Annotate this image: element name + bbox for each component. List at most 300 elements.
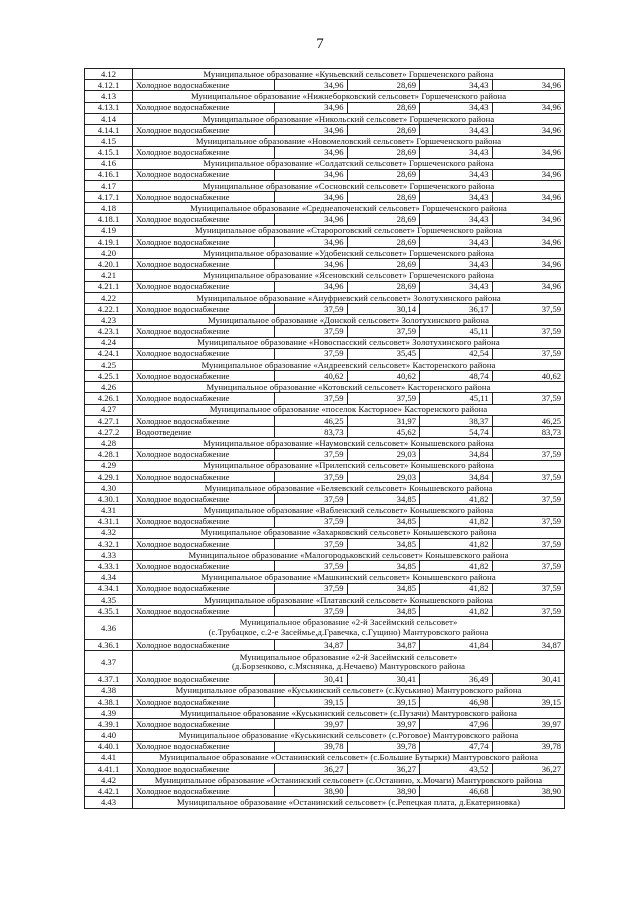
municipality-name: Муниципальное образование «Вабленский сельсовет» Конышевского района — [133, 505, 565, 516]
tariff-value: 37,59 — [275, 449, 348, 460]
tariff-row — [85, 427, 565, 438]
municipality-row — [85, 315, 565, 326]
row-number: 4.27.1 — [85, 415, 133, 426]
service-name: Водоотведение — [133, 427, 275, 438]
municipality-row — [85, 359, 565, 370]
municipality-name: Муниципальное образование «Андреевский сельсовет» Касторенского района — [133, 359, 565, 370]
tariff-value: 35,45 — [347, 348, 420, 359]
tariff-value: 34,43 — [420, 169, 493, 180]
municipality-name: Муниципальное образование «Удобенский сельсовет» Горшеченского района — [133, 248, 565, 259]
tariff-value: 34,96 — [492, 214, 565, 225]
row-number: 4.12 — [85, 69, 133, 80]
tariff-value: 28,69 — [347, 259, 420, 270]
tariff-row — [85, 561, 565, 572]
tariff-value: 29,03 — [347, 471, 420, 482]
service-name: Холодное водоснабжение — [133, 583, 275, 594]
tariff-value: 40,62 — [492, 371, 565, 382]
service-name: Холодное водоснабжение — [133, 449, 275, 460]
municipality-name-line1: Муниципальное образование «2-й Засеймский сельсовет» — [239, 651, 458, 662]
tariff-row — [85, 741, 565, 752]
tariff-row — [85, 471, 565, 482]
service-name: Холодное водоснабжение — [133, 471, 275, 482]
row-number: 4.36.1 — [85, 640, 133, 651]
service-name: Холодное водоснабжение — [133, 236, 275, 247]
service-name: Холодное водоснабжение — [133, 393, 275, 404]
tariff-value: 38,90 — [492, 786, 565, 797]
row-number: 4.30 — [85, 482, 133, 493]
service-name: Холодное водоснабжение — [133, 192, 275, 203]
tariff-row — [85, 786, 565, 797]
tariff-value: 47,74 — [420, 741, 493, 752]
tariff-value: 36,27 — [347, 763, 420, 774]
municipality-name: Муниципальное образование «Наумовский сельсовет» Конышевского района — [133, 438, 565, 449]
tariff-value: 34,84 — [420, 471, 493, 482]
municipality-name-line1: Муниципальное образование «2-й Засеймский сельсовет» — [239, 617, 458, 628]
municipality-row — [85, 270, 565, 281]
municipality-row — [85, 482, 565, 493]
tariff-value: 37,59 — [275, 348, 348, 359]
tariff-row — [85, 192, 565, 203]
municipality-row — [85, 707, 565, 718]
municipality-name — [133, 617, 565, 640]
tariff-value: 41,82 — [420, 583, 493, 594]
row-number: 4.41 — [85, 752, 133, 763]
tariff-value: 41,82 — [420, 606, 493, 617]
tariff-row — [85, 326, 565, 337]
service-name: Холодное водоснабжение — [133, 674, 275, 685]
tariff-value: 37,59 — [492, 449, 565, 460]
row-number: 4.15.1 — [85, 147, 133, 158]
tariff-row — [85, 80, 565, 91]
tariff-value: 37,59 — [347, 393, 420, 404]
tariff-value: 34,85 — [347, 583, 420, 594]
row-number: 4.33.1 — [85, 561, 133, 572]
municipality-row — [85, 158, 565, 169]
row-number: 4.32.1 — [85, 538, 133, 549]
tariff-value: 34,43 — [420, 80, 493, 91]
municipality-name: Муниципальное образование «Ануфриевский сельсовет» Золотухинского района — [133, 292, 565, 303]
municipality-name: Муниципальное образование «Новомеловский сельсовет» Горшеченского района — [133, 136, 565, 147]
municipality-row — [85, 797, 565, 808]
municipality-row — [85, 180, 565, 191]
row-number: 4.24 — [85, 337, 133, 348]
tariff-value: 41,82 — [420, 494, 493, 505]
tariff-value: 37,59 — [275, 393, 348, 404]
tariff-value: 34,96 — [275, 124, 348, 135]
tariff-row — [85, 640, 565, 651]
municipality-name: Муниципальное образование «Машкинский сельсовет» Конышевского района — [133, 572, 565, 583]
row-number: 4.28 — [85, 438, 133, 449]
municipality-name: Муниципальное образование «Ясеновский сельсовет» Горшеченского района — [133, 270, 565, 281]
tariff-value: 46,68 — [420, 786, 493, 797]
tariff-value: 40,62 — [347, 371, 420, 382]
tariff-value: 37,59 — [492, 303, 565, 314]
tariff-value: 38,37 — [420, 415, 493, 426]
service-name: Холодное водоснабжение — [133, 102, 275, 113]
row-number: 4.39.1 — [85, 719, 133, 730]
tariff-row — [85, 259, 565, 270]
municipality-name: Муниципальное образование «Беляевский сельсовет» Конышевского района — [133, 482, 565, 493]
tariff-value: 37,59 — [275, 303, 348, 314]
row-number: 4.35 — [85, 594, 133, 605]
municipality-name: Муниципальное образование «Нижнеборковский сельсовет» Горшеченского района — [133, 91, 565, 102]
municipality-row — [85, 69, 565, 80]
page-number: 7 — [316, 36, 324, 52]
tariff-value: 39,78 — [347, 741, 420, 752]
tariff-value: 34,96 — [492, 169, 565, 180]
row-number: 4.31 — [85, 505, 133, 516]
tariff-value: 39,97 — [492, 719, 565, 730]
municipality-name-line2: (с.Трубацкое, с.2-е Засеймье,д.Гравечка, с.Гущино) Мантуровского района — [208, 627, 489, 638]
municipality-row — [85, 91, 565, 102]
municipality-row — [85, 752, 565, 763]
tariff-value: 37,59 — [347, 326, 420, 337]
tariff-value: 37,59 — [275, 583, 348, 594]
tariff-value: 34,87 — [347, 640, 420, 651]
tariff-value: 37,59 — [275, 471, 348, 482]
tariff-row — [85, 415, 565, 426]
tariff-value: 83,73 — [492, 427, 565, 438]
municipality-name: Муниципальное образование «Куньевский сельсовет» Горшеченского района — [133, 69, 565, 80]
tariff-value: 34,87 — [492, 640, 565, 651]
municipality-row — [85, 550, 565, 561]
tariff-value: 37,59 — [492, 516, 565, 527]
tariff-value: 34,96 — [275, 80, 348, 91]
tariff-value: 34,43 — [420, 214, 493, 225]
row-number: 4.22 — [85, 292, 133, 303]
row-number: 4.31.1 — [85, 516, 133, 527]
tariff-row — [85, 696, 565, 707]
municipality-name-line2: (д.Борзенково, с.Мяснянка, д.Нечаево) Мантуровского района — [231, 661, 466, 672]
tariff-value: 37,59 — [275, 561, 348, 572]
row-number: 4.32 — [85, 527, 133, 538]
tariff-value: 28,69 — [347, 236, 420, 247]
row-number: 4.26.1 — [85, 393, 133, 404]
tariff-value: 83,73 — [275, 427, 348, 438]
row-number: 4.23 — [85, 315, 133, 326]
tariff-value: 40,62 — [275, 371, 348, 382]
municipality-row — [85, 136, 565, 147]
row-number: 4.26 — [85, 382, 133, 393]
tariff-value: 28,69 — [347, 192, 420, 203]
tariff-value: 30,14 — [347, 303, 420, 314]
municipality-name: Муниципальное образование «Останинский сельсовет» (с.Останино, х.Мочаги) Мантуровского района — [133, 775, 565, 786]
row-number: 4.42.1 — [85, 786, 133, 797]
row-number: 4.18.1 — [85, 214, 133, 225]
tariff-value: 36,27 — [492, 763, 565, 774]
tariff-value: 39,15 — [347, 696, 420, 707]
tariff-value: 37,59 — [492, 494, 565, 505]
municipality-name: Муниципальное образование «поселок Касторное» Касторенского района — [133, 404, 565, 415]
tariff-value: 28,69 — [347, 281, 420, 292]
row-number: 4.37.1 — [85, 674, 133, 685]
municipality-row — [85, 505, 565, 516]
tariff-value: 34,96 — [275, 147, 348, 158]
row-number: 4.13.1 — [85, 102, 133, 113]
tariff-value: 30,41 — [492, 674, 565, 685]
tariff-value: 34,96 — [492, 192, 565, 203]
municipality-name: Муниципальное образование «Захарковский сельсовет» Конышевского района — [133, 527, 565, 538]
tariff-value: 34,84 — [420, 449, 493, 460]
municipality-name: Муниципальное образование «Куськинский сельсовет» (с.Пузачи) Мантуровского района — [133, 707, 565, 718]
service-name: Холодное водоснабжение — [133, 281, 275, 292]
municipality-name: Муниципальное образование «Прилепский сельсовет» Конышевского района — [133, 460, 565, 471]
municipality-name: Муниципальное образование «Никольский сельсовет» Горшеченского района — [133, 113, 565, 124]
tariff-value: 34,96 — [492, 102, 565, 113]
service-name: Холодное водоснабжение — [133, 719, 275, 730]
municipality-row — [85, 572, 565, 583]
tariff-value: 34,96 — [492, 80, 565, 91]
tariff-row — [85, 236, 565, 247]
service-name: Холодное водоснабжение — [133, 371, 275, 382]
municipality-row — [85, 113, 565, 124]
tariff-value: 34,96 — [275, 169, 348, 180]
row-number: 4.35.1 — [85, 606, 133, 617]
row-number: 4.14.1 — [85, 124, 133, 135]
service-name: Холодное водоснабжение — [133, 80, 275, 91]
tariff-value: 34,96 — [492, 236, 565, 247]
service-name: Холодное водоснабжение — [133, 303, 275, 314]
tariff-value: 54,74 — [420, 427, 493, 438]
municipality-row — [85, 337, 565, 348]
tariff-row — [85, 516, 565, 527]
row-number: 4.21 — [85, 270, 133, 281]
municipality-name: Муниципальное образование «Сосновский сельсовет» Горшеченского района — [133, 180, 565, 191]
tariff-value: 37,59 — [275, 516, 348, 527]
tariff-value: 28,69 — [347, 124, 420, 135]
tariff-table — [84, 68, 565, 809]
row-number: 4.34 — [85, 572, 133, 583]
service-name: Холодное водоснабжение — [133, 741, 275, 752]
tariff-row — [85, 124, 565, 135]
tariff-value: 45,11 — [420, 326, 493, 337]
tariff-value: 37,59 — [492, 326, 565, 337]
row-number: 4.36 — [85, 617, 133, 640]
tariff-value: 28,69 — [347, 102, 420, 113]
tariff-value: 37,59 — [492, 606, 565, 617]
municipality-name: Муниципальное образование «Старороговский сельсовет» Горшеченского района — [133, 225, 565, 236]
municipality-row — [85, 527, 565, 538]
tariff-value: 36,49 — [420, 674, 493, 685]
service-name: Холодное водоснабжение — [133, 259, 275, 270]
row-number: 4.13 — [85, 91, 133, 102]
tariff-value: 46,98 — [420, 696, 493, 707]
municipality-name: Муниципальное образование «Новоспасский сельсовет» Золотухинского района — [133, 337, 565, 348]
row-number: 4.34.1 — [85, 583, 133, 594]
municipality-row — [85, 685, 565, 696]
row-number: 4.43 — [85, 797, 133, 808]
tariff-value: 39,78 — [492, 741, 565, 752]
municipality-name: Муниципальное образование «Малогородьковский сельсовет» Конышевского района — [133, 550, 565, 561]
row-number: 4.22.1 — [85, 303, 133, 314]
tariff-value: 34,96 — [492, 281, 565, 292]
tariff-row — [85, 348, 565, 359]
row-number: 4.20 — [85, 248, 133, 259]
municipality-name: Муниципальное образование «Куськинский сельсовет» (с.Куськино) Мантуровского района — [133, 685, 565, 696]
tariff-row — [85, 449, 565, 460]
tariff-value: 47,96 — [420, 719, 493, 730]
row-number: 4.20.1 — [85, 259, 133, 270]
tariff-value: 48,74 — [420, 371, 493, 382]
tariff-value: 34,96 — [275, 236, 348, 247]
tariff-value: 41,82 — [420, 538, 493, 549]
municipality-row — [85, 730, 565, 741]
tariff-value: 45,62 — [347, 427, 420, 438]
tariff-value: 36,27 — [275, 763, 348, 774]
municipality-row — [85, 248, 565, 259]
tariff-value: 36,17 — [420, 303, 493, 314]
tariff-row — [85, 763, 565, 774]
row-number: 4.24.1 — [85, 348, 133, 359]
municipality-row — [85, 594, 565, 605]
tariff-row — [85, 147, 565, 158]
tariff-value: 34,43 — [420, 236, 493, 247]
municipality-name: Муниципальное образование «Платавский сельсовет» Конышевского района — [133, 594, 565, 605]
row-number: 4.14 — [85, 113, 133, 124]
municipality-name — [133, 651, 565, 674]
tariff-value: 31,97 — [347, 415, 420, 426]
municipality-name: Муниципальное образование «Останинский сельсовет» (с.Большие Бутырки) Мантуровского района — [133, 752, 565, 763]
tariff-value: 34,96 — [275, 281, 348, 292]
row-number: 4.25.1 — [85, 371, 133, 382]
tariff-value: 39,97 — [347, 719, 420, 730]
tariff-row — [85, 102, 565, 113]
tariff-value: 34,87 — [275, 640, 348, 651]
row-number: 4.42 — [85, 775, 133, 786]
municipality-row — [85, 203, 565, 214]
row-number: 4.28.1 — [85, 449, 133, 460]
service-name: Холодное водоснабжение — [133, 169, 275, 180]
service-name: Холодное водоснабжение — [133, 640, 275, 651]
tariff-value: 29,03 — [347, 449, 420, 460]
municipality-row — [85, 404, 565, 415]
tariff-value: 34,43 — [420, 102, 493, 113]
municipality-name: Муниципальное образование «Куськинский сельсовет» (с.Роговое) Мантуровского района — [133, 730, 565, 741]
service-name: Холодное водоснабжение — [133, 147, 275, 158]
row-number: 4.19 — [85, 225, 133, 236]
tariff-table-body — [85, 69, 565, 809]
tariff-row — [85, 719, 565, 730]
row-number: 4.40 — [85, 730, 133, 741]
tariff-value: 34,96 — [275, 102, 348, 113]
tariff-value: 38,90 — [275, 786, 348, 797]
tariff-value: 34,96 — [492, 124, 565, 135]
tariff-row — [85, 674, 565, 685]
tariff-value: 37,59 — [492, 471, 565, 482]
tariff-value: 34,96 — [275, 214, 348, 225]
tariff-value: 34,96 — [492, 147, 565, 158]
municipality-name: Муниципальное образование «Донской сельсовет» Золотухинского района — [133, 315, 565, 326]
tariff-value: 34,43 — [420, 281, 493, 292]
tariff-value: 41,82 — [420, 561, 493, 572]
tariff-value: 34,96 — [275, 192, 348, 203]
municipality-name: Муниципальное образование «Солдатский сельсовет» Горшеченского района — [133, 158, 565, 169]
service-name: Холодное водоснабжение — [133, 494, 275, 505]
municipality-name: Муниципальное образование «Среднеапоченский сельсовет» Горшеченского района — [133, 203, 565, 214]
row-number: 4.40.1 — [85, 741, 133, 752]
tariff-value: 34,85 — [347, 494, 420, 505]
tariff-value: 46,25 — [492, 415, 565, 426]
municipality-row — [85, 617, 565, 640]
tariff-value: 30,41 — [347, 674, 420, 685]
service-name: Холодное водоснабжение — [133, 326, 275, 337]
municipality-row — [85, 651, 565, 674]
service-name: Холодное водоснабжение — [133, 606, 275, 617]
row-number: 4.29.1 — [85, 471, 133, 482]
municipality-row — [85, 438, 565, 449]
tariff-value: 34,85 — [347, 561, 420, 572]
tariff-value: 39,97 — [275, 719, 348, 730]
tariff-row — [85, 494, 565, 505]
row-number: 4.33 — [85, 550, 133, 561]
municipality-name: Муниципальное образование «Останинский сельсовет» (с.Репецкая плата, д.Екатериновка) — [133, 797, 565, 808]
row-number: 4.25 — [85, 359, 133, 370]
tariff-row — [85, 371, 565, 382]
tariff-row — [85, 538, 565, 549]
row-number: 4.15 — [85, 136, 133, 147]
tariff-row — [85, 281, 565, 292]
tariff-value: 34,43 — [420, 192, 493, 203]
tariff-value: 30,41 — [275, 674, 348, 685]
municipality-row — [85, 775, 565, 786]
tariff-value: 28,69 — [347, 169, 420, 180]
tariff-value: 37,59 — [275, 538, 348, 549]
tariff-value: 37,59 — [275, 326, 348, 337]
municipality-row — [85, 460, 565, 471]
row-number: 4.37 — [85, 651, 133, 674]
service-name: Холодное водоснабжение — [133, 561, 275, 572]
tariff-value: 37,59 — [492, 348, 565, 359]
service-name: Холодное водоснабжение — [133, 516, 275, 527]
service-name: Холодное водоснабжение — [133, 786, 275, 797]
tariff-value: 34,85 — [347, 538, 420, 549]
tariff-value: 38,90 — [347, 786, 420, 797]
tariff-value: 28,69 — [347, 147, 420, 158]
tariff-value: 28,69 — [347, 80, 420, 91]
row-number: 4.27 — [85, 404, 133, 415]
tariff-value: 39,15 — [492, 696, 565, 707]
tariff-value: 34,85 — [347, 606, 420, 617]
row-number: 4.16.1 — [85, 169, 133, 180]
tariff-value: 42,54 — [420, 348, 493, 359]
tariff-value: 34,43 — [420, 147, 493, 158]
row-number: 4.38.1 — [85, 696, 133, 707]
tariff-value: 46,25 — [275, 415, 348, 426]
service-name: Холодное водоснабжение — [133, 348, 275, 359]
tariff-value: 28,69 — [347, 214, 420, 225]
tariff-value: 39,15 — [275, 696, 348, 707]
row-number: 4.17 — [85, 180, 133, 191]
service-name: Холодное водоснабжение — [133, 696, 275, 707]
tariff-row — [85, 303, 565, 314]
row-number: 4.29 — [85, 460, 133, 471]
row-number: 4.19.1 — [85, 236, 133, 247]
service-name: Холодное водоснабжение — [133, 124, 275, 135]
municipality-row — [85, 225, 565, 236]
tariff-value: 41,82 — [420, 516, 493, 527]
tariff-value: 41,84 — [420, 640, 493, 651]
row-number: 4.39 — [85, 707, 133, 718]
tariff-value: 37,59 — [492, 538, 565, 549]
service-name: Холодное водоснабжение — [133, 763, 275, 774]
row-number: 4.30.1 — [85, 494, 133, 505]
row-number: 4.23.1 — [85, 326, 133, 337]
tariff-value: 34,85 — [347, 516, 420, 527]
row-number: 4.16 — [85, 158, 133, 169]
municipality-row — [85, 292, 565, 303]
tariff-row — [85, 583, 565, 594]
tariff-row — [85, 214, 565, 225]
